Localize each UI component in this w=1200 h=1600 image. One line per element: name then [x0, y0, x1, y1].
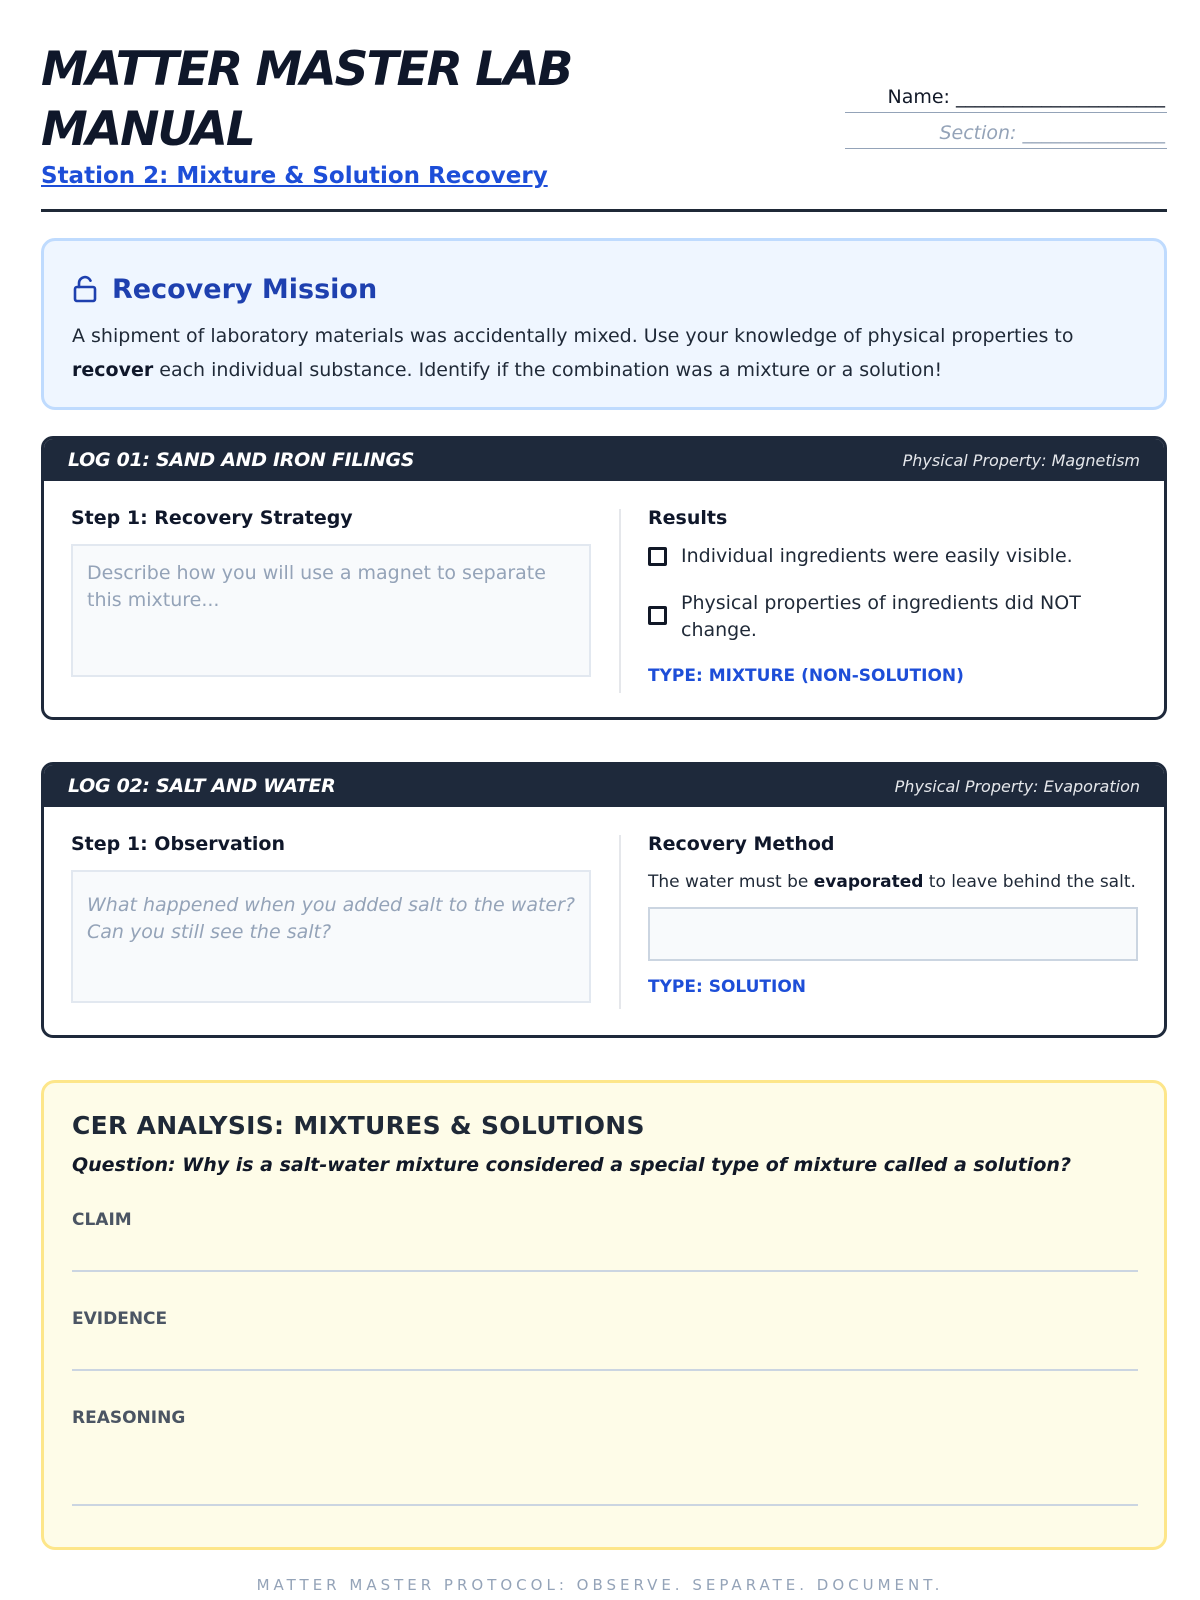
check-label: Physical properties of ingredients did NOT change.: [681, 592, 1081, 641]
checkbox[interactable]: [648, 606, 667, 625]
log-02-title: LOG 02: SALT AND WATER: [68, 775, 336, 797]
results-check-2[interactable]: [648, 590, 1138, 644]
claim-field[interactable]: [72, 1210, 1138, 1272]
mission-header: [72, 269, 1136, 309]
strategy-textbox[interactable]: Describe how you will use a magnet to separate this mixture...: [71, 544, 591, 677]
method-text-bold: evaporated: [813, 872, 924, 892]
mission-panel: [41, 238, 1167, 410]
method-label: Recovery Method: [648, 833, 835, 855]
mission-title: Recovery Mission: [112, 273, 378, 305]
checkbox[interactable]: [648, 547, 667, 566]
reasoning-field[interactable]: [72, 1408, 1138, 1506]
log-01-header: [44, 439, 1164, 481]
column-divider: [619, 835, 621, 1009]
column-divider: [619, 509, 621, 693]
student-info: [845, 85, 1167, 149]
footer-tagline: MATTER MASTER PROTOCOL: OBSERVE. SEPARATE. DOCUMENT.: [256, 1576, 944, 1594]
log-01-type: TYPE: MIXTURE (NON-SOLUTION): [648, 666, 964, 686]
page-title: MATTER MASTER LAB MANUAL: [41, 42, 572, 157]
log-01-results: [648, 507, 1138, 686]
mission-text-part: each individual substance. Identify if the combination was a mixture or a solution!: [153, 359, 943, 381]
reasoning-label: REASONING: [72, 1408, 186, 1428]
log-01-property: Physical Property: Magnetism: [902, 450, 1140, 470]
evidence-label: EVIDENCE: [72, 1309, 168, 1329]
log-01-card: [41, 436, 1167, 720]
cer-title: CER ANALYSIS: MIXTURES & SOLUTIONS: [72, 1111, 645, 1140]
cer-question: Question: Why is a salt-water mixture considered a special type of mixture called a solution?: [72, 1154, 1071, 1176]
log-02-observation: [71, 833, 591, 1003]
method-description: [648, 872, 1138, 892]
name-field[interactable]: Name: ______________________: [845, 85, 1167, 113]
claim-label: CLAIM: [72, 1210, 132, 1230]
page-header: [41, 40, 1167, 212]
evidence-field[interactable]: [72, 1309, 1138, 1371]
unlock-icon: [72, 275, 98, 303]
observation-label: Step 1: Observation: [71, 833, 286, 855]
log-02-header: [44, 765, 1164, 807]
log-01-title: LOG 01: SAND AND IRON FILINGS: [68, 449, 415, 471]
mission-description: [72, 319, 1136, 387]
log-02-method: [648, 833, 1138, 997]
check-label: Individual ingredients were easily visible.: [681, 545, 1073, 567]
log-01-strategy: [71, 507, 591, 677]
results-check-1[interactable]: [648, 543, 1138, 570]
results-label: Results: [648, 507, 728, 529]
log-02-type: TYPE: SOLUTION: [648, 977, 807, 997]
station-link[interactable]: Station 2: Mixture & Solution Recovery: [41, 163, 548, 189]
strategy-label: Step 1: Recovery Strategy: [71, 507, 353, 529]
mission-text-bold: recover: [72, 359, 154, 381]
mission-text-part: A shipment of laboratory materials was accidentally mixed. Use your knowledge of physical properties to: [72, 325, 1074, 347]
log-02-card: [41, 762, 1167, 1038]
log-02-property: Physical Property: Evaporation: [894, 776, 1140, 796]
cer-panel: [41, 1080, 1167, 1550]
method-text-part: to leave behind the salt.: [923, 872, 1136, 892]
method-answer-box[interactable]: [648, 907, 1138, 961]
observation-textbox[interactable]: What happened when you added salt to the water? Can you still see the salt?: [71, 870, 591, 1003]
section-field[interactable]: Section: _______________: [845, 121, 1167, 149]
method-text-part: The water must be: [648, 872, 814, 892]
